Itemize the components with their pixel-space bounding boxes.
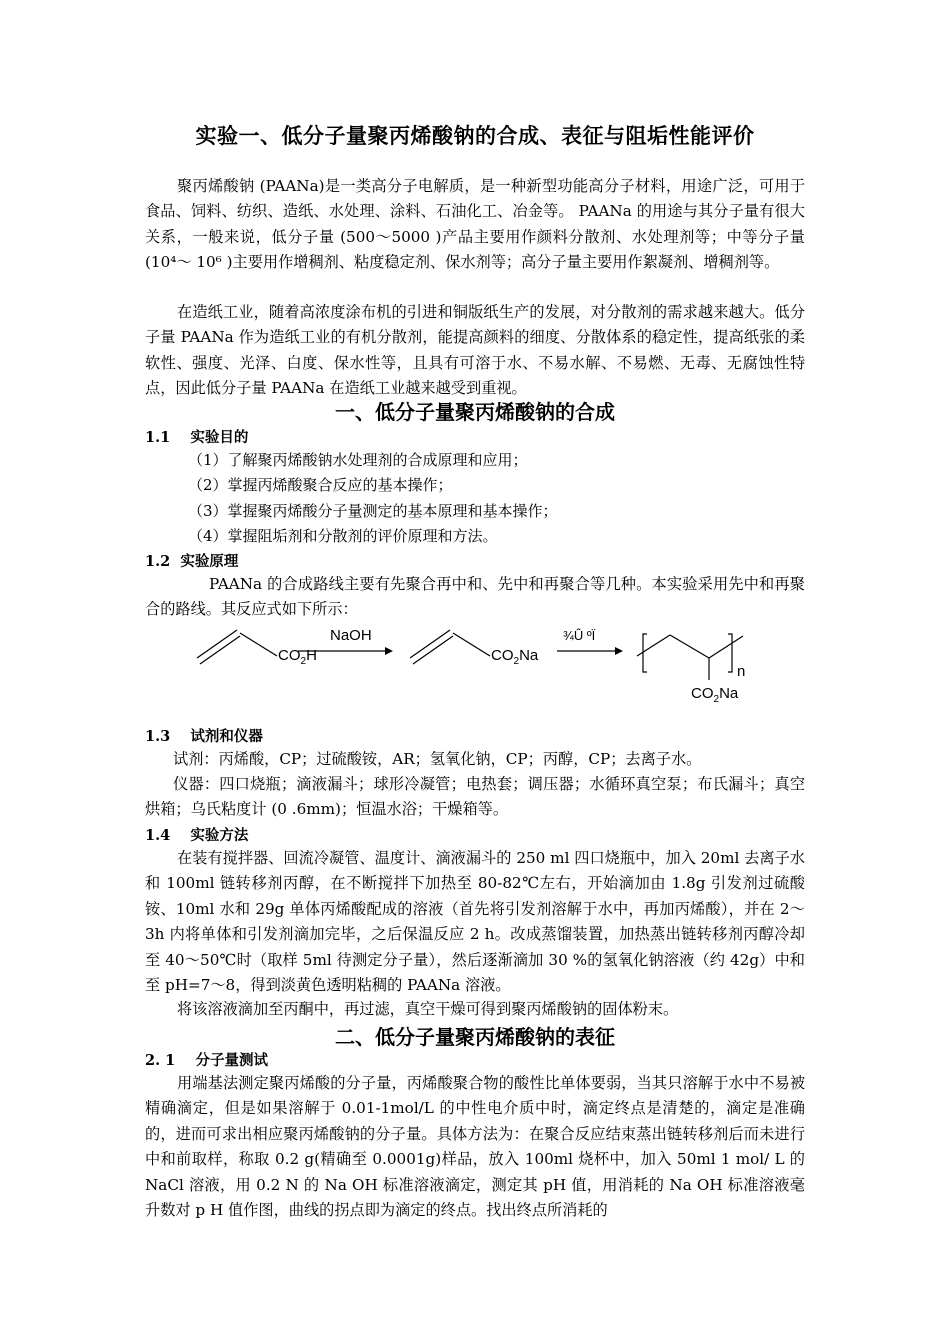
instruments-line: 仪器：四口烧瓶；滴液漏斗；球形冷凝管；电热套；调压器；水循环真空泵；布氏漏斗；真空烘箱；乌氏粘度计 (0 .6mm)；恒温水浴；干燥箱等。: [145, 775, 805, 819]
principle-paragraph: PAANa 的合成路线主要有先聚合再中和、先中和再聚合等几种。本实验采用先中和再聚合的路线。其反应式如下所示：: [145, 575, 805, 619]
subsection-1-3-heading: 1.3 试剂和仪器: [145, 728, 263, 745]
method-paragraph-1: 在装有搅拌器、回流冷凝管、温度计、滴液漏斗的 250 ml 四口烧瓶中，加入 20ml 去离子水和 100ml 链转移剂丙醇，在不断搅拌下加热至 80-82℃左右，开始滴加由 1.8g 引发剂过硫酸铵、10ml 水和 29g 单体丙烯酸配成的溶液（首先将引发剂溶解于水中，再加丙烯酸），并在 2～3h 内将单体和引发剂滴加完毕，之后保温反应 2 h。改成蒸馏装置，加热蒸出链转移剂丙醇冷却至 40～50℃时（取样 5ml 待测定分子量），然后逐渐滴加 30 %的氢氧化钠溶液（约 42g）中和至 pH=7～8，得到淡黄色透明粘稠的 PAANa 溶液。: [145, 849, 805, 995]
subsection-2-1-heading: 2. 1 分子量测试: [145, 1052, 268, 1069]
molecular-weight-paragraph: 用端基法测定聚丙烯酸的分子量，丙烯酸聚合物的酸性比单体要弱，当其只溶解于水中不易被精确滴定，但是如果溶解于 0.01-1mol/L 的中性电介质中时，滴定终点是清楚的，滴定是准确的，进而可求出相应聚丙烯酸钠的分子量。具体方法为：在聚合反应结束蒸出链转移剂后而未进行中和前取样，称取 0.2 g(精确至 0.0001g)样品，放入 100ml 烧杯中，加入 50ml 1 mol/ L 的 NaCl 溶液，用 0.2 N 的 Na OH 标准溶液滴定，测定其 pH 值，用消耗的 Na OH 标准溶液毫升数对 p H 值作图，曲线的拐点即为滴定的终点。找出终点所消耗的: [145, 1074, 805, 1220]
method-paragraph-2: 将该溶液滴加至丙酮中，再过滤，真空干燥可得到聚丙烯酸钠的固体粉末。: [177, 1000, 679, 1018]
carboxyl-label: $CO_2H$: [278, 647, 317, 667]
subsection-1-2-heading: 1.2 实验原理: [145, 553, 239, 570]
reaction-arrow-2: [557, 628, 623, 655]
polymer-structure: [637, 634, 745, 705]
intro-paragraph-2: 在造纸工业，随着高浓度涂布机的引进和铜版纸生产的发展，对分散剂的需求越来越大。低分子量 PAANa 作为造纸工业的有机分散剂，能提高颜料的细度、分散体系的稳定性，提高纸张的柔软性、强度、光泽、白度、保水性等，且具有可溶于水、不易水解、不易燃、无毒、无腐蚀性特点，因此低分子量 PAANa 在造纸工业越来越受到重视。: [145, 303, 805, 398]
list-item: （3）掌握聚丙烯酸分子量测定的基本原理和基本操作；: [188, 501, 558, 520]
subsection-1-4-heading: 1.4 实验方法: [145, 827, 249, 844]
list-item: （1）了解聚丙烯酸钠水处理剂的合成原理和应用；: [188, 451, 528, 469]
acrylic-acid-structure: [197, 630, 317, 667]
polymer-carboxylate-label: $CO_2Na$: [691, 685, 739, 705]
intro-paragraph-1: 聚丙烯酸钠 (PAANa)是一类高分子电解质，是一种新型功能高分子材料，用途广泛，可用于食品、饲料、纺织、造纸、水处理、涂料、石油化工、冶金等。 PAANa 的用途与其分子量有很大关系，一般来说，低分子量 (500～5000 )产品主要用作颜料分散剂、水处理剂等；中等分子量 (10⁴～ 10⁶ )主要用作增稠剂、粘度稳定剂、保水剂等；高分子量主要用作絮凝剂、增稠剂等。: [145, 177, 805, 272]
reagents-line: 试剂：丙烯酸，CP；过硫酸铵，AR；氢氧化钠，CP；丙醇，CP；去离子水。: [173, 750, 702, 768]
section-1-heading: 一、低分子量聚丙烯酸钠的合成: [335, 400, 615, 424]
section-2-heading: 二、低分子量聚丙烯酸钠的表征: [335, 1025, 615, 1049]
carboxylate-label: $CO_2Na$: [491, 647, 539, 667]
list-item: （2）掌握丙烯酸聚合反应的基本操作；: [188, 476, 453, 495]
repeat-unit-n: n: [737, 663, 746, 680]
reaction-scheme: [185, 620, 785, 710]
objectives-list: [188, 448, 558, 550]
document-title: 实验一、低分子量聚丙烯酸钠的合成、表征与阻垢性能评价: [195, 123, 755, 148]
reagent-naoh-label: NaOH: [330, 627, 372, 644]
list-item: （4）掌握阻垢剂和分散剂的评价原理和方法。: [188, 527, 498, 546]
subsection-1-1-heading: 1.1 实验目的: [145, 429, 249, 446]
reaction-arrow-1: [298, 627, 393, 655]
sodium-acrylate-structure: [410, 630, 539, 667]
reagent-polymerization-label: ¾Û ºÏ: [563, 628, 596, 643]
